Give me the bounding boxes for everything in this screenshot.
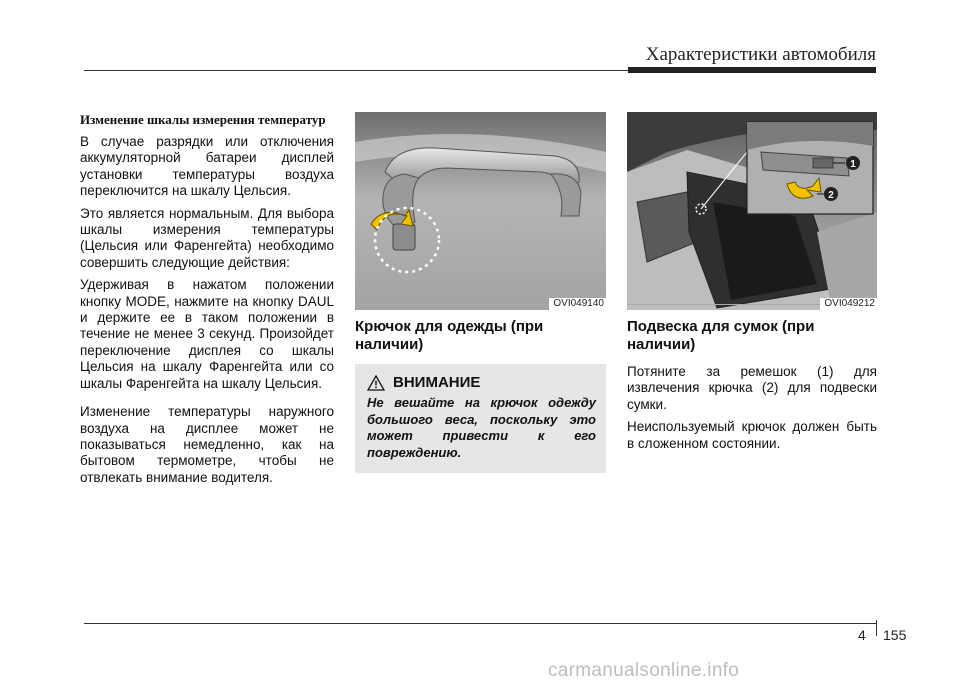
column-coat-hook xyxy=(355,112,606,473)
page-number: 155 xyxy=(883,627,907,643)
warning-title: ВНИМАНИЕ xyxy=(393,374,481,391)
warning-triangle-icon xyxy=(367,375,385,391)
column-bag-hook xyxy=(627,112,877,458)
footer-divider xyxy=(876,620,877,636)
footer-rule xyxy=(84,623,876,624)
chapter-number: 4 xyxy=(858,627,866,643)
header-bar xyxy=(628,67,876,73)
callout-2: 2 xyxy=(828,190,834,201)
paragraph: Изменение температуры наружного воздуха на дисплее может не показываться немедленно, как на бытовом термометре, чтобы не отвлекать внимание водителя. xyxy=(80,404,334,485)
callout-1: 1 xyxy=(850,159,856,170)
section-heading-coat-hook: Крючок для одежды (при наличии) xyxy=(355,318,544,353)
trunk-illustration xyxy=(627,112,877,310)
warning-text: Не вешайте на крючок одежду большого веса, поскольку это может привести к его повреждению. xyxy=(367,395,596,460)
paragraph: Неиспользуемый крючок должен быть в сложенном состоянии. xyxy=(627,419,877,451)
bag-hook-figure xyxy=(627,112,877,310)
watermark: carmanualsonline.info xyxy=(548,660,740,681)
warning-box xyxy=(355,364,606,473)
paragraph: Удерживая в нажатом положении кнопку MODE, нажмите на кнопку DAUL и держите ее в таком положении в течение не менее 3 секунд. Произойдет переключение дисплея со шкалы Цельсия на шкалу Фаренгейта или со шкалы Фаренгейта на шкалу Цельсия. xyxy=(80,277,334,391)
paragraph: Это является нормальным. Для выбора шкалы измерения температуры (Цельсия или Фаренгейта) необходимо совершить следующие действия: xyxy=(80,205,334,270)
coat-hook-illustration xyxy=(355,112,606,310)
paragraph: В случае разрядки или отключения аккумуляторной батареи дисплей установки температуры воздуха переключится на шкалу Цельсия. xyxy=(80,134,334,199)
section-heading-bag-hook: Подвеска для сумок (при наличии) xyxy=(627,318,815,353)
page-header-title: Характеристики автомобиля xyxy=(645,44,876,65)
warning-header xyxy=(367,374,596,391)
paragraph: Потяните за ремешок (1) для извлечения крючка (2) для подвески сумки. xyxy=(627,364,877,412)
section-heading-temperature: Изменение шкалы измерения температур xyxy=(80,112,326,127)
figure-code: OVI049140 xyxy=(549,298,606,310)
column-temperature-scale xyxy=(80,112,334,492)
coat-hook-figure xyxy=(355,112,606,310)
figure-code: OVI049212 xyxy=(820,298,877,310)
